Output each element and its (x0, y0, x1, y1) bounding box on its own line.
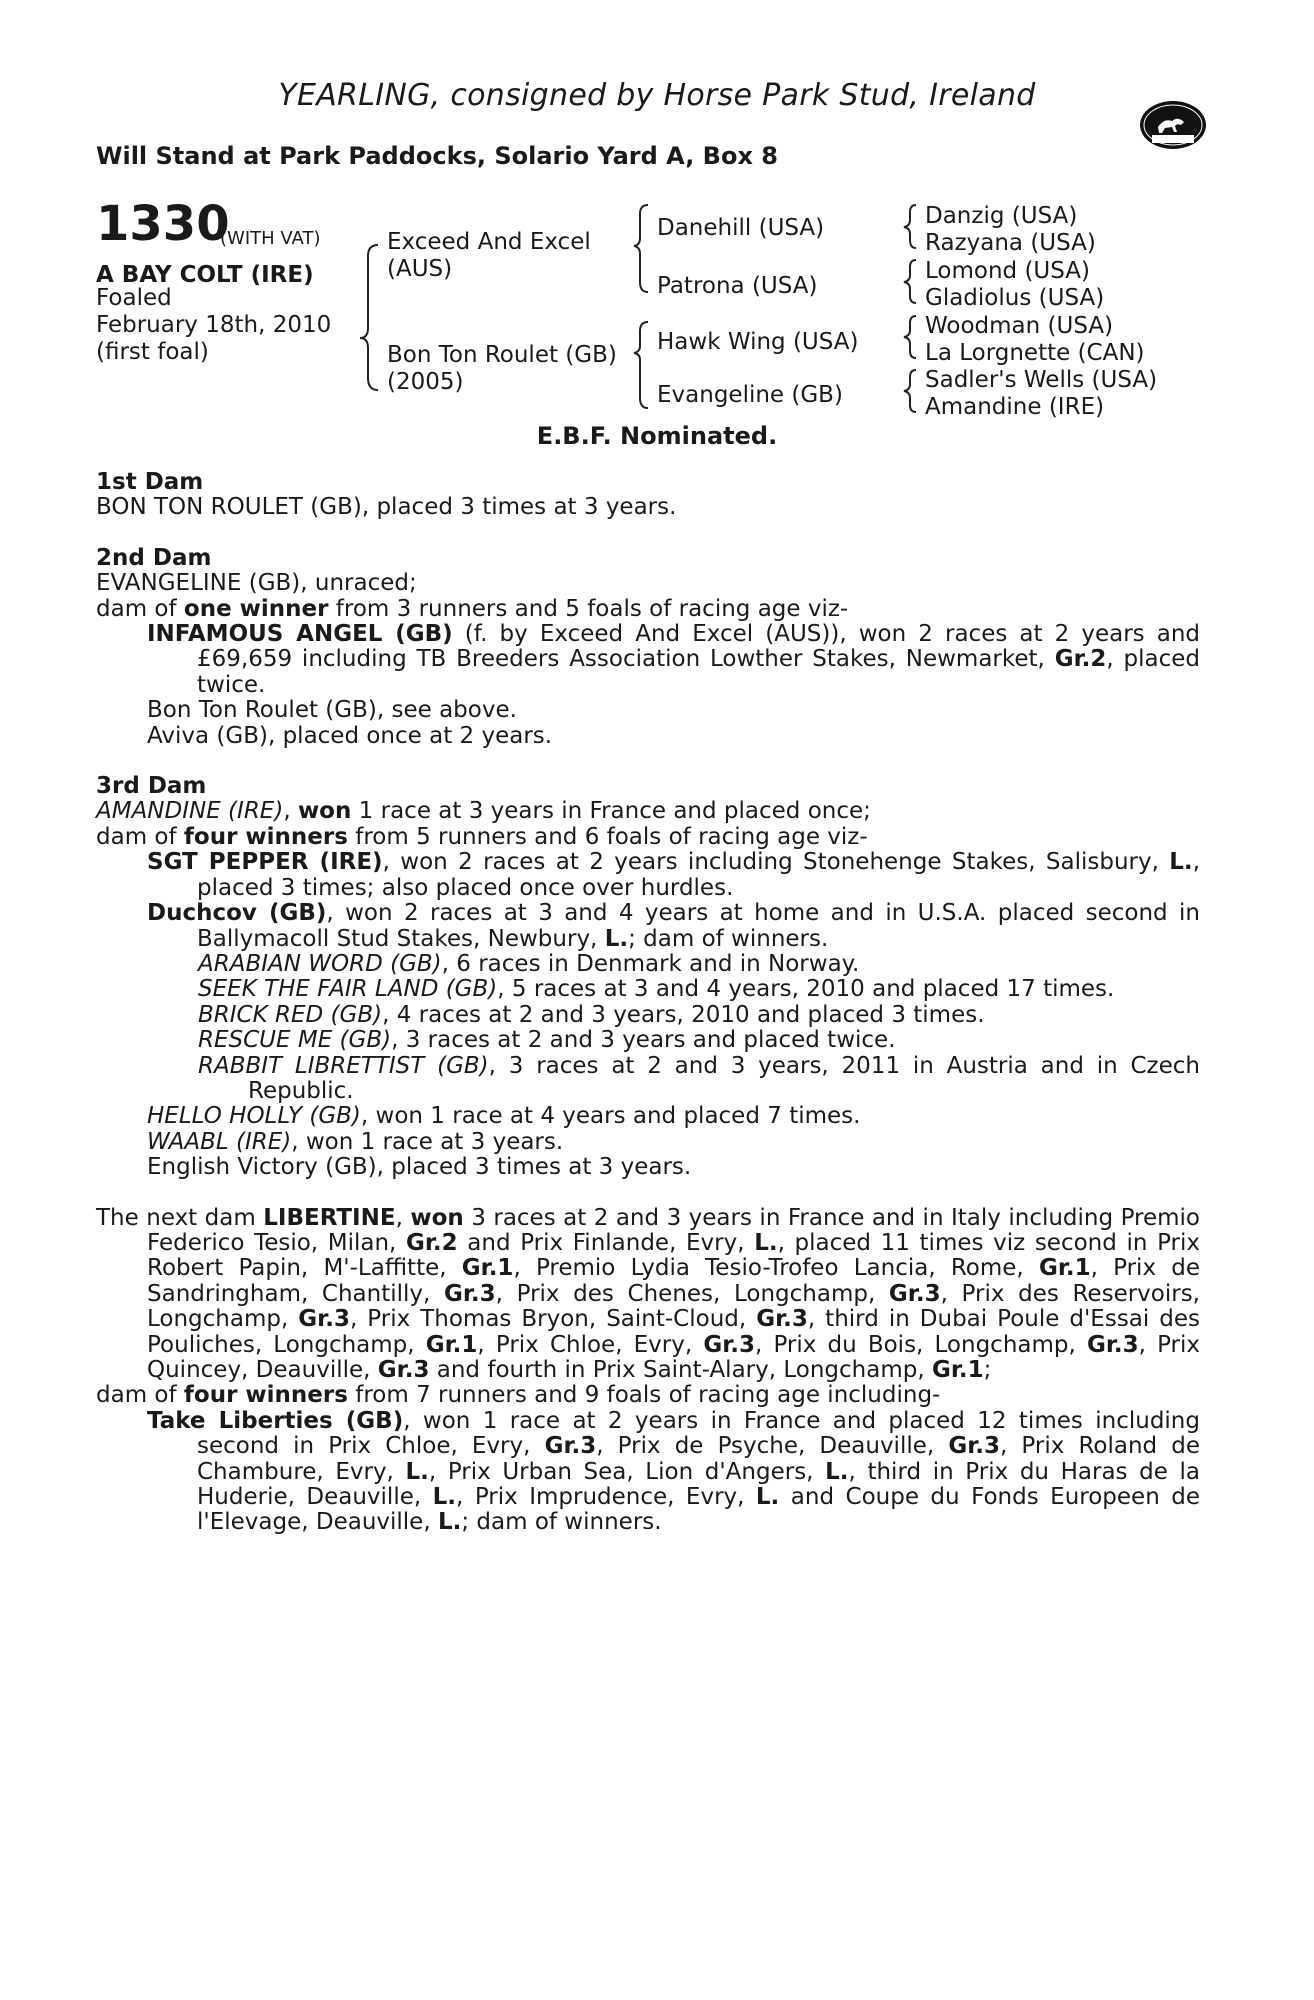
gg-5: Woodman (USA) (925, 313, 1114, 339)
progeny-english-victory: English Victory (GB), placed 3 times at 3 years. (147, 1154, 692, 1181)
gg-3: Lomond (USA) (925, 258, 1090, 284)
second-dam-line2: dam of one winner from 3 runners and 5 foals of racing age viz- (96, 595, 849, 622)
foaled-label: Foaled (96, 285, 172, 311)
gg-4: Gladiolus (USA) (925, 285, 1105, 311)
gg-7: Sadler's Wells (USA) (925, 367, 1158, 393)
progeny-take-liberties: Take Liberties (GB), won 1 race at 2 years in France and placed 12 times including second in Prix Chloe, Evry, Gr.3, Prix de Psyche, Deauville, Gr.3, Prix Roland de Chambure, Evry, L., Prix Urban Sea, Lion d'Angers, L., third in Prix du Haras de la Huderie, Deauville, L., Prix Imprudence, Evry, L. and Coupe du Fonds Europeen de l'Elevage, Deauville, L.; dam of winners. (147, 1407, 1201, 1536)
progeny-waabl: WAABL (IRE), won 1 race at 3 years. (147, 1128, 564, 1155)
gg-8: Amandine (IRE) (925, 394, 1105, 420)
grandprogeny-rabbit-librettist: RABBIT LIBRETTIST (GB), 3 races at 2 and 3 years, 2011 in Austria and in Czech Republic. (198, 1052, 1200, 1104)
sire-origin: (AUS) (387, 256, 453, 282)
first-dam-text: BON TON ROULET (GB), placed 3 times at 3 years. (96, 494, 677, 521)
third-dam-line1: AMANDINE (IRE), won 1 race at 3 years in France and placed once; (96, 798, 871, 825)
foaled-note: (first foal) (96, 339, 209, 365)
page-heading: YEARLING, consigned by Horse Park Stud, Ireland (278, 78, 1036, 113)
vat-note: (WITH VAT) (220, 228, 321, 249)
grandprogeny-rescue-me: RESCUE ME (GB), 3 races at 2 and 3 years and placed twice. (198, 1027, 896, 1054)
foaled-date: February 18th, 2010 (96, 312, 332, 338)
second-dam-title: 2nd Dam (96, 544, 212, 571)
next-dam-paragraph: The next dam LIBERTINE, won 3 races at 2 and 3 years in France and in Italy including Premio Federico Tesio, Milan, Gr.2 and Prix Finlande, Evry, L., placed 11 times viz second in Prix Robert Papin, M'-Laffitte, Gr.1, Premio Lydia Tesio-Trofeo Lancia, Rome, Gr.1, Prix de Sandringham, Chantilly, Gr.3, Prix des Chenes, Longchamp, Gr.3, Prix des Reservoirs, Longchamp, Gr.3, Prix Thomas Bryon, Saint-Cloud, Gr.3, third in Dubai Poule d'Essai des Pouliches, Longchamp, Gr.1, Prix Chloe, Evry, Gr.3, Prix du Bois, Longchamp, Gr.3, Prix Quincey, Deauville, Gr.3 and fourth in Prix Saint-Alary, Longchamp, Gr.1; (96, 1204, 1201, 1383)
next-dam-produce-line: dam of four winners from 7 runners and 9 foals of racing age including- (96, 1382, 941, 1409)
dam-year: (2005) (387, 369, 464, 395)
lot-name: A BAY COLT (IRE) (96, 262, 314, 288)
third-dam-title: 3rd Dam (96, 773, 207, 800)
sire-name: Exceed And Excel (387, 229, 591, 255)
stand-location: Will Stand at Park Paddocks, Solario Yard A, Box 8 (96, 142, 778, 170)
dam-sire: Hawk Wing (USA) (657, 329, 859, 355)
progeny-bon-ton-roulet: Bon Ton Roulet (GB), see above. (147, 697, 517, 724)
third-dam-line2: dam of four winners from 5 runners and 6 foals of racing age viz- (96, 823, 868, 850)
first-dam-title: 1st Dam (96, 469, 204, 495)
gg-2: Razyana (USA) (925, 230, 1096, 256)
grandprogeny-arabian-word: ARABIAN WORD (GB), 6 races in Denmark and in Norway. (198, 950, 860, 977)
progeny-infamous-angel: INFAMOUS ANGEL (GB) (f. by Exceed And Excel (AUS)), won 2 races at 2 years and £69,659 including TB Breeders Association Lowther Stakes, Newmarket, Gr.2, placed twice. (147, 621, 1201, 698)
gg-6: La Lorgnette (CAN) (925, 340, 1145, 366)
lot-number: 1330 (96, 196, 230, 252)
dam-dam: Evangeline (GB) (657, 382, 843, 408)
progeny-hello-holly: HELLO HOLLY (GB), won 1 race at 4 years and placed 7 times. (147, 1103, 861, 1130)
sire-dam: Patrona (USA) (657, 273, 818, 299)
sire-sire: Danehill (USA) (657, 215, 825, 241)
progeny-sgt-pepper: SGT PEPPER (IRE), won 2 races at 2 years including Stonehenge Stakes, Salisbury, L., placed 3 times; also placed once over hurdles. (147, 849, 1200, 901)
catalogue-body (96, 470, 1200, 1536)
second-dam-line1: EVANGELINE (GB), unraced; (96, 570, 417, 597)
grandprogeny-brick-red: BRICK RED (GB), 4 races at 2 and 3 years, 2010 and placed 3 times. (198, 1001, 985, 1028)
progeny-duchcov: Duchcov (GB), won 2 races at 3 and 4 years at home and in U.S.A. placed second in Ballymacoll Stud Stakes, Newbury, L.; dam of winners. (147, 900, 1200, 952)
progeny-aviva: Aviva (GB), placed once at 2 years. (147, 722, 553, 749)
grandprogeny-seek-the-fair-land: SEEK THE FAIR LAND (GB), 5 races at 3 and 4 years, 2010 and placed 17 times. (198, 976, 1115, 1003)
gg-1: Danzig (USA) (925, 203, 1078, 229)
dam-name: Bon Ton Roulet (GB) (387, 342, 617, 368)
ebf-note: E.B.F. Nominated. (536, 422, 778, 450)
